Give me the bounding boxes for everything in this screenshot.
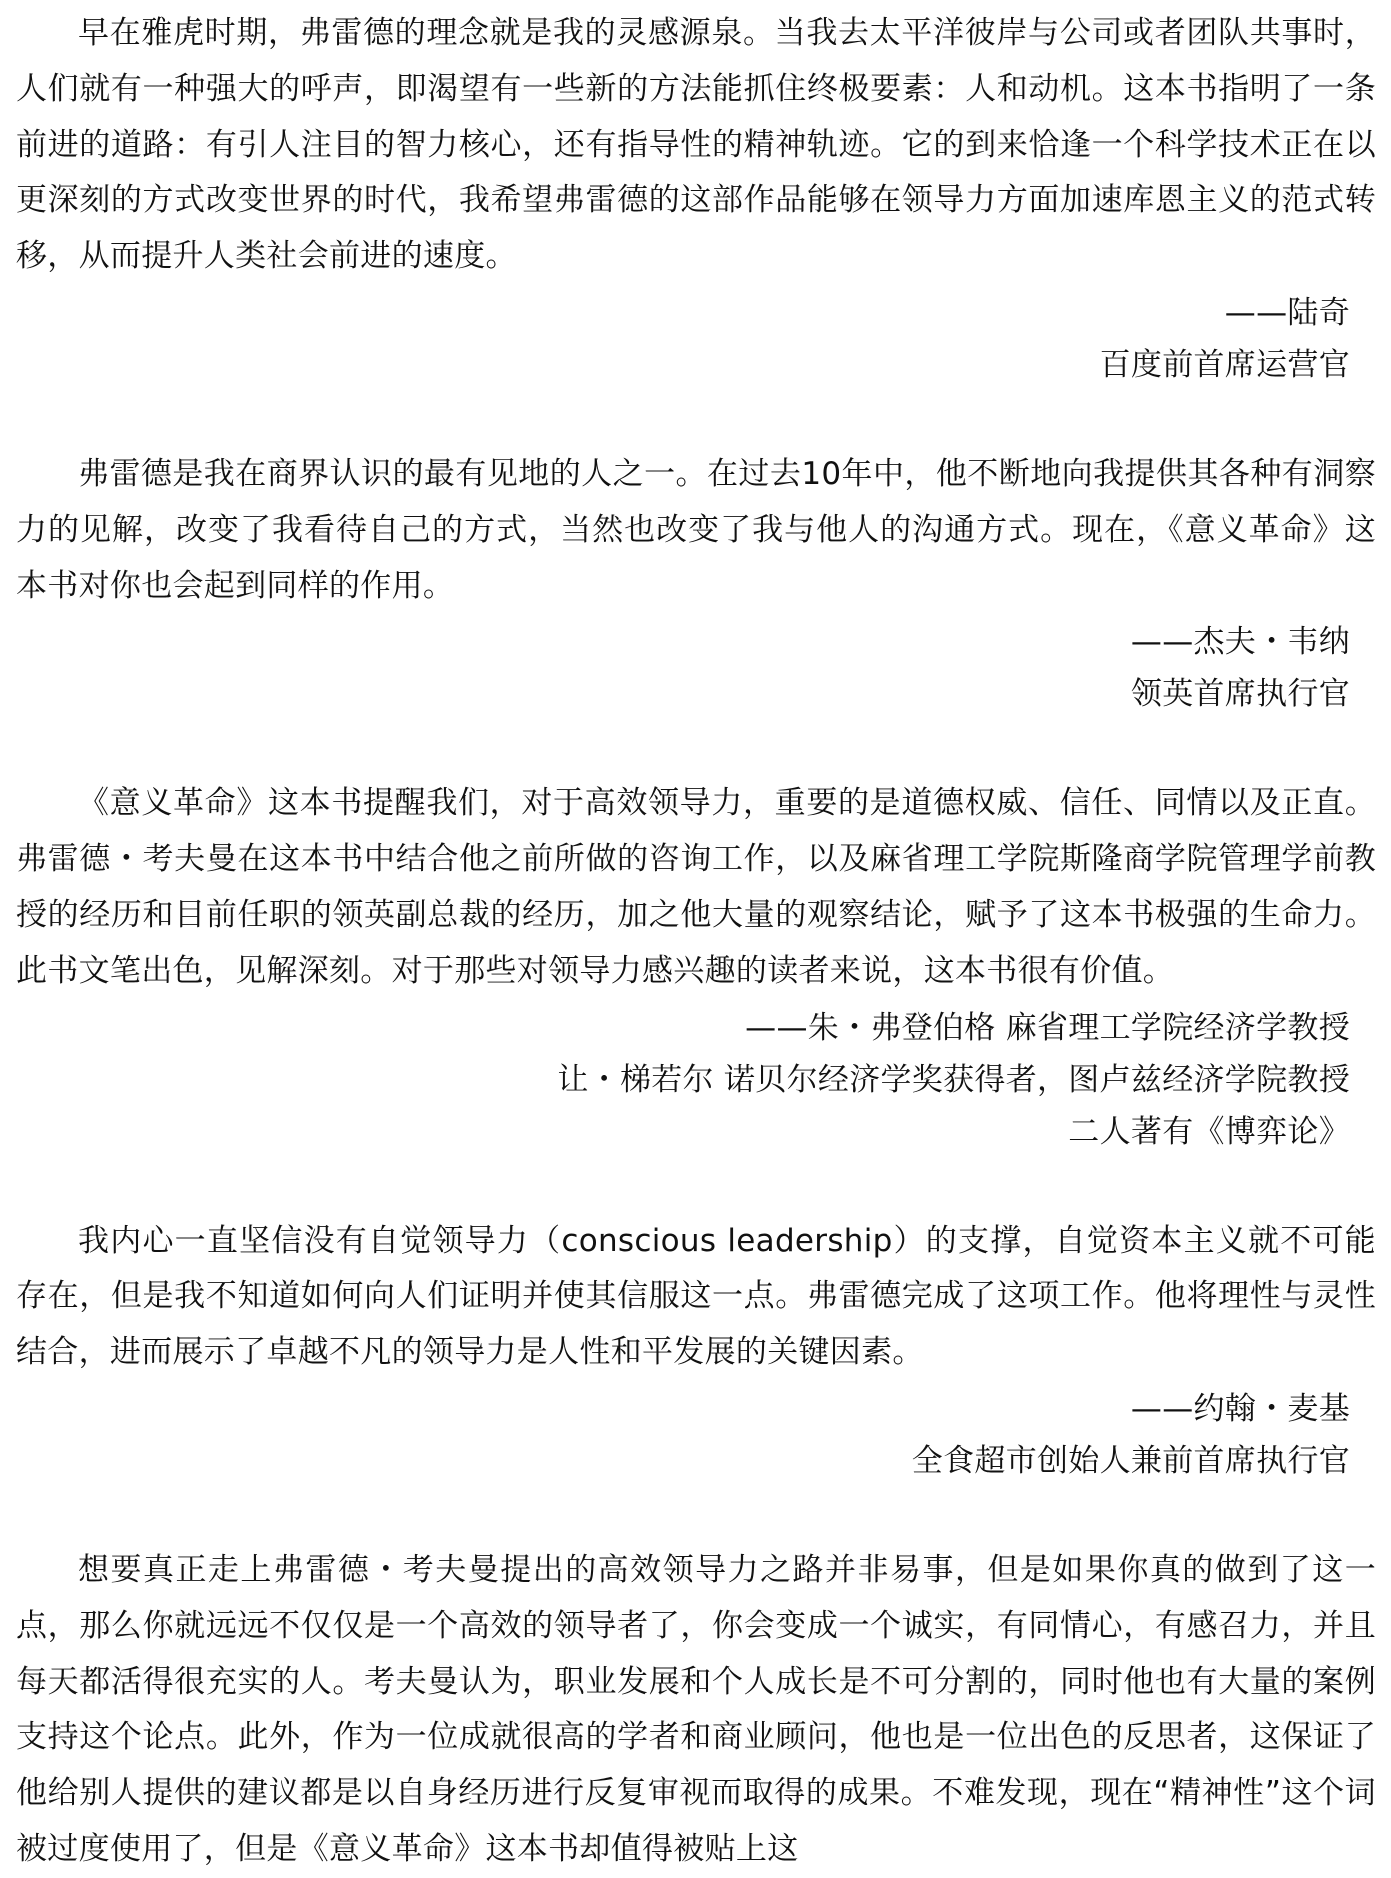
section-divider [16, 1487, 1376, 1543]
endorsement-attribution [16, 1383, 1376, 1487]
endorsement-text: 早在雅虎时期，弗雷德的理念就是我的灵感源泉。当我去太平洋彼岸与公司或者团队共事时，人们就有一种强大的呼声，即渴望有一些新的方法能抓住终极要素：人和动机。这本书指明了一条前进的道路：有引人注目的智力核心，还有指导性的精神轨迹。它的到来恰逢一个科学技术正在以更深刻的方式改变世界的时代，我希望弗雷德的这部作品能够在领导力方面加速库恩主义的范式转移，从而提升人类社会前进的速度。 [16, 15, 1376, 275]
endorsement-attribution [16, 616, 1376, 720]
endorser-name: ——朱・弗登伯格 麻省理工学院经济学教授 [745, 1009, 1350, 1046]
endorser-title: 领英首席执行官 [1130, 676, 1350, 713]
endorser-name: 让・梯若尔 诺贝尔经济学奖获得者，图卢兹经济学院教授 [557, 1061, 1350, 1098]
section-divider [16, 720, 1376, 776]
endorsement-attribution [16, 287, 1376, 391]
endorser-name: ——陆奇 [1224, 294, 1350, 331]
endorser-name: ——杰夫・韦纳 [1130, 624, 1350, 661]
endorsement-attribution [16, 1002, 1376, 1158]
endorsement-1 [16, 6, 1376, 391]
endorser-title: 百度前首席运营官 [1099, 346, 1350, 383]
endorsement-text: 《意义革命》这本书提醒我们，对于高效领导力，重要的是道德权威、信任、同情以及正直。弗雷德・考夫曼在这本书中结合他之前所做的咨询工作，以及麻省理工学院斯隆商学院管理学前教授的经历和目前任职的领英副总裁的经历，加之他大量的观察结论，赋予了这本书极强的生命力。此书文笔出色，见解深刻。对于那些对领导力感兴趣的读者来说，这本书很有价值。 [16, 785, 1376, 989]
endorsement-text: 弗雷德是我在商界认识的最有见地的人之一。在过去10年中，他不断地向我提供其各种有洞察力的见解，改变了我看待自己的方式，当然也改变了我与他人的沟通方式。现在，《意义革命》这本书对你也会起到同样的作用。 [16, 455, 1376, 604]
endorsement-4 [16, 1214, 1376, 1487]
section-divider [16, 1158, 1376, 1214]
endorsement-text: 我内心一直坚信没有自觉领导力（conscious leadership）的支撑，自觉资本主义就不可能存在，但是我不知道如何向人们证明并使其信服这一点。弗雷德完成了这项工作。他将理性与灵性结合，进而展示了卓越不凡的领导力是人性和平发展的关键因素。 [16, 1222, 1376, 1371]
endorser-name: ——约翰・麦基 [1130, 1390, 1350, 1427]
endorsement-2 [16, 447, 1376, 720]
endorsement-text: 想要真正走上弗雷德・考夫曼提出的高效领导力之路并非易事，但是如果你真的做到了这一点，那么你就远远不仅仅是一个高效的领导者了，你会变成一个诚实，有同情心，有感召力，并且每天都活得很充实的人。考夫曼认为，职业发展和个人成长是不可分割的，同时他也有大量的案例支持这个论点。此外，作为一位成就很高的学者和商业顾问，他也是一位出色的反思者，这保证了他给别人提供的建议都是以自身经历进行反复审视而取得的成果。不难发现，现在“精神性”这个词被过度使用了，但是《意义革命》这本书却值得被贴上这 [16, 1551, 1376, 1867]
endorsement-page [16, 6, 1376, 1878]
endorser-title: 全食超市创始人兼前首席执行官 [911, 1442, 1350, 1479]
endorsement-5 [16, 1543, 1376, 1878]
endorsement-3 [16, 776, 1376, 1157]
endorser-title: 二人著有《博弈论》 [1068, 1113, 1350, 1150]
section-divider [16, 391, 1376, 447]
